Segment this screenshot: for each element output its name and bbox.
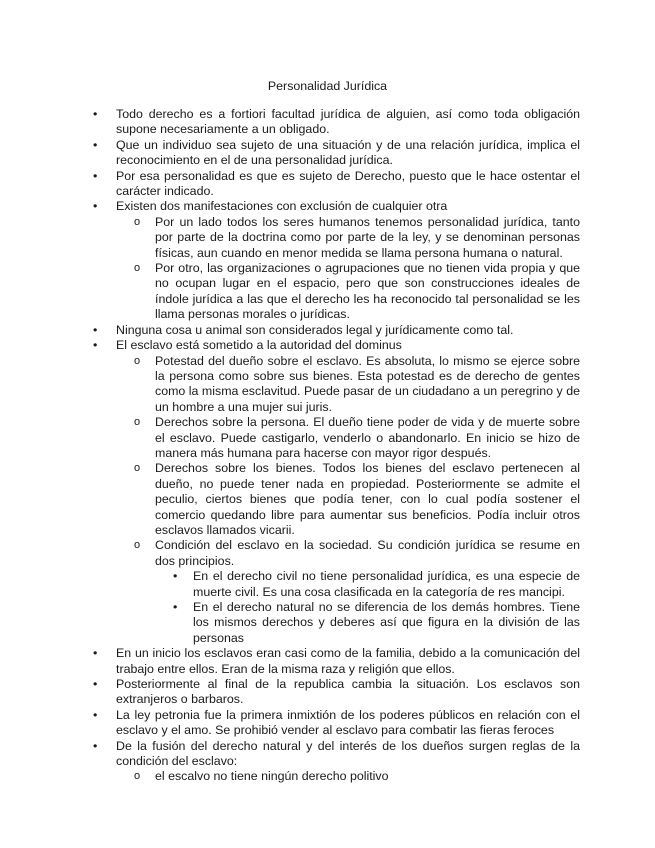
sub-list-item <box>0 215 655 261</box>
bullet-icon: • <box>93 338 98 353</box>
list-item <box>0 338 655 646</box>
list-item <box>0 677 655 708</box>
list-item <box>0 169 655 200</box>
bullet-icon: • <box>93 107 98 121</box>
list-item-text: Por un lado todos los seres humanos tenemos personalidad jurídica, tanto por parte de la doctrina como por parte de la ley, y se denominan personas físicas, aun cuando en menor medida se llama persona humana o natural. <box>155 214 580 260</box>
list-item <box>0 708 655 739</box>
sub-list-item <box>0 461 655 538</box>
list-item <box>0 323 655 338</box>
circle-bullet-icon: o <box>134 770 141 783</box>
sub-list-item <box>0 769 655 784</box>
list-item-text: Ninguna cosa u animal son considerados legal y jurídicamente como tal. <box>116 322 514 337</box>
bullet-icon: • <box>93 646 98 661</box>
list-item <box>0 739 655 785</box>
bullet-icon: • <box>173 569 178 584</box>
sub-list-item <box>0 261 655 323</box>
circle-bullet-icon: o <box>134 539 141 552</box>
bullet-icon: • <box>93 199 98 214</box>
list-item-text: En el derecho civil no tiene personalidad jurídica, es una especie de muerte civil. Es una cosa clasificada en la categoría de res mancipi. <box>193 569 580 599</box>
bullet-icon: • <box>93 168 98 183</box>
circle-bullet-icon: o <box>134 416 141 429</box>
bullet-icon: • <box>93 707 98 722</box>
list-item-text: La ley petronia fue la primera inmixtión de los poderes públicos en relación con el esclavo y el amo. Se prohibió vender al esclavo para combatir las fieras feroces <box>116 707 580 738</box>
sub-sub-list-item <box>0 600 655 646</box>
list-item-text: De la fusión del derecho natural y del interés de los dueños surgen reglas de la condición del esclavo: <box>116 738 580 769</box>
circle-bullet-icon: o <box>134 262 141 275</box>
list-item-text: Potestad del dueño sobre el esclavo. Es absoluta, lo mismo se ejerce sobre la persona como sobre sus bienes. Esta potestad es de derecho de gentes como la misma esclavitud. Puede pasar de un ciudadano a un peregrino y de un hombre a una mujer sui juris. <box>155 353 580 414</box>
list-item-text: Derechos sobre la persona. El dueño tiene poder de vida y de muerte sobre el esclavo. Puede castigarlo, venderlo o abandonarlo. En inicio se hizo de manera más humana para hacerse con mayor rigor después. <box>155 415 580 460</box>
list-item-text: Derechos sobre los bienes. Todos los bienes del esclavo pertenecen al dueño, no puede tener nada en propiedad. Posteriormente se admite el peculio, ciertos bienes que podía tener, con lo cual podía sostener el comercio quedando libre para aumentar sus beneficios. Podía incluir otros esclavos llamados vicarii. <box>155 461 580 537</box>
sub-list-item <box>0 538 655 646</box>
list-item-text: Existen dos manifestaciones con exclusión de cualquier otra <box>116 199 448 214</box>
sub-sub-list-item <box>0 569 655 600</box>
sub-list <box>116 354 580 647</box>
list-item-text: Por esa personalidad es que es sujeto de Derecho, puesto que le hace ostentar el carácter indicado. <box>116 168 580 199</box>
bullet-list <box>0 107 655 785</box>
bullet-icon: • <box>93 677 98 692</box>
list-item <box>0 107 655 138</box>
bullet-icon: • <box>93 738 98 753</box>
sub-list <box>116 215 580 323</box>
list-item-text: Por otro, las organizaciones o agrupaciones que no tienen vida propia y que no ocupan lugar en el espacio, pero que son construcciones ideales de índole jurídica a las que el derecho les ha reconocido tal personalidad se les llama personas morales o jurídicas. <box>155 261 580 322</box>
sub-list-item <box>0 415 655 461</box>
list-item-text: Que un individuo sea sujeto de una situación y de una relación jurídica, implica el reconocimiento en el de una personalidad jurídica. <box>116 137 580 168</box>
circle-bullet-icon: o <box>134 354 141 367</box>
list-item-text: el escalvo no tiene ningún derecho politivo <box>155 769 389 784</box>
list-item-text: Todo derecho es a fortiori facultad jurídica de alguien, así como toda obligación supone necesariamente a un obligado. <box>116 107 580 137</box>
list-item <box>0 199 655 322</box>
list-item-text: Condición del esclavo en la sociedad. Su condición jurídica se resume en dos principios. <box>155 538 580 568</box>
list-item <box>0 646 655 677</box>
list-item-text: En un inicio los esclavos eran casi como de la familia, debido a la comunicación del trabajo entre ellos. Eran de la misma raza y religión que ellos. <box>116 646 580 676</box>
list-item-text: El esclavo está sometido a la autoridad del dominus <box>116 338 402 353</box>
list-item-text: Posteriormente al final de la republica cambia la situación. Los esclavos son extranjeros o barbaros. <box>116 677 580 707</box>
document-body <box>0 107 655 785</box>
page-title: Personalidad Jurídica <box>267 79 388 93</box>
list-item <box>0 138 655 169</box>
sub-list-item <box>0 354 655 416</box>
sub-list <box>116 769 580 784</box>
circle-bullet-icon: o <box>134 215 141 228</box>
list-item-text: En el derecho natural no se diferencia de los demás hombres. Tiene los mismos derechos y deberes así que figura en la división de las personas <box>193 600 580 645</box>
circle-bullet-icon: o <box>134 462 141 475</box>
bullet-icon: • <box>173 600 178 614</box>
bullet-icon: • <box>93 137 98 152</box>
sub-sub-list <box>155 569 580 646</box>
bullet-icon: • <box>93 322 98 337</box>
